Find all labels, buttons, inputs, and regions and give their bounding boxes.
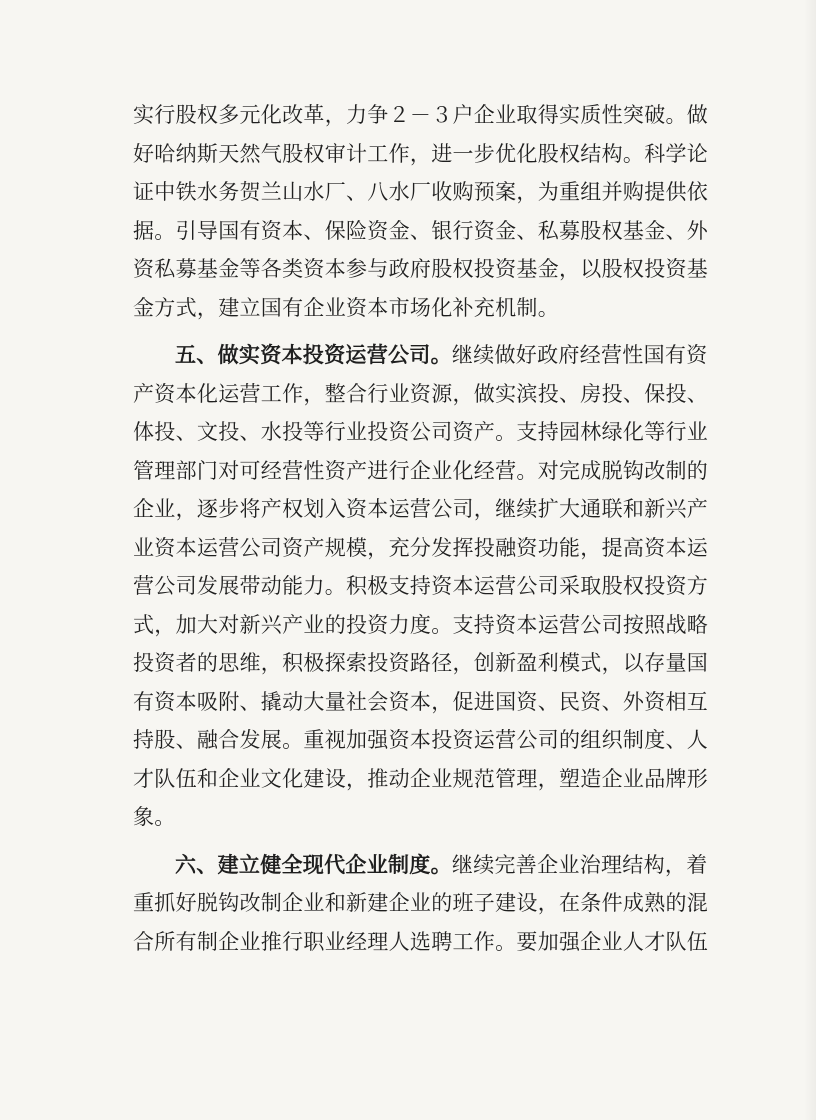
text-line: 管理部门对可经营性资产进行企业化经营。对完成脱钩改制的	[133, 458, 709, 483]
text-line: 业资本运营公司资产规模，充分发挥投融资功能，提高资本运	[133, 535, 709, 560]
document-body	[133, 96, 709, 961]
paragraph-equity-reform	[133, 96, 709, 327]
text-line: 证中铁水务贺兰山水厂、八水厂收购预案，为重组并购提供依	[133, 180, 709, 204]
text-line: 合所有制企业推行职业经理人选聘工作。要加强企业人才队伍	[133, 929, 709, 954]
paragraph-gap	[133, 837, 691, 846]
section-6-lead-text: 继续完善企业治理结构，着	[451, 852, 708, 877]
page-edge-shadow	[804, 0, 816, 1120]
text-line: 好哈纳斯天然气股权审计工作，进一步优化股权结构。科学论	[133, 141, 709, 166]
text-line: 有资本吸附、撬动大量社会资本，促进国资、民资、外资相互	[133, 689, 709, 714]
text-line: 资私募基金等各类资本参与政府股权投资基金，以股权投资基	[133, 257, 709, 281]
text-line: 持股、融合发展。重视加强资本投资运营公司的组织制度、人	[133, 728, 709, 752]
section-6-paragraph	[133, 846, 709, 962]
section-5-first-line	[133, 336, 708, 375]
section-5-lead-text: 继续做好政府经营性国有资	[451, 343, 708, 367]
text-line: 体投、文投、水投等行业投资公司资产。支持园林绿化等行业	[133, 420, 709, 444]
text-line: 式，加大对新兴产业的投资力度。支持资本运营公司按照战略	[133, 612, 709, 637]
text-line: 营公司发展带动能力。积极支持资本运营公司采取股权投资方	[133, 574, 709, 598]
text-line: 才队伍和企业文化建设，推动企业规范管理，塑造企业品牌形	[133, 766, 709, 791]
text-line: 投资者的思维，积极探索投资路径，创新盈利模式，以存量国	[133, 651, 709, 675]
paragraph-gap	[133, 327, 691, 336]
text-line: 实行股权多元化改革，力争２－３户企业取得实质性突破。做	[133, 103, 709, 127]
section-5-heading: 五、做实资本投资运营公司。	[175, 343, 452, 367]
text-line: 重抓好脱钩改制企业和新建企业的班子建设，在条件成熟的混	[133, 891, 709, 915]
text-line: 据。引导国有资本、保险资金、银行资金、私募股权基金、外	[133, 218, 709, 243]
text-line: 金方式，建立国有企业资本市场化补充机制。	[133, 295, 559, 320]
text-line: 象。	[133, 805, 176, 829]
section-5-paragraph	[133, 336, 709, 837]
section-6-heading: 六、建立健全现代企业制度。	[175, 852, 452, 877]
section-6-first-line	[133, 846, 708, 885]
text-line: 产资本化运营工作，整合行业资源，做实滨投、房投、保投、	[133, 381, 709, 406]
text-line: 企业，逐步将产权划入资本运营公司，继续扩大通联和新兴产	[133, 497, 709, 521]
